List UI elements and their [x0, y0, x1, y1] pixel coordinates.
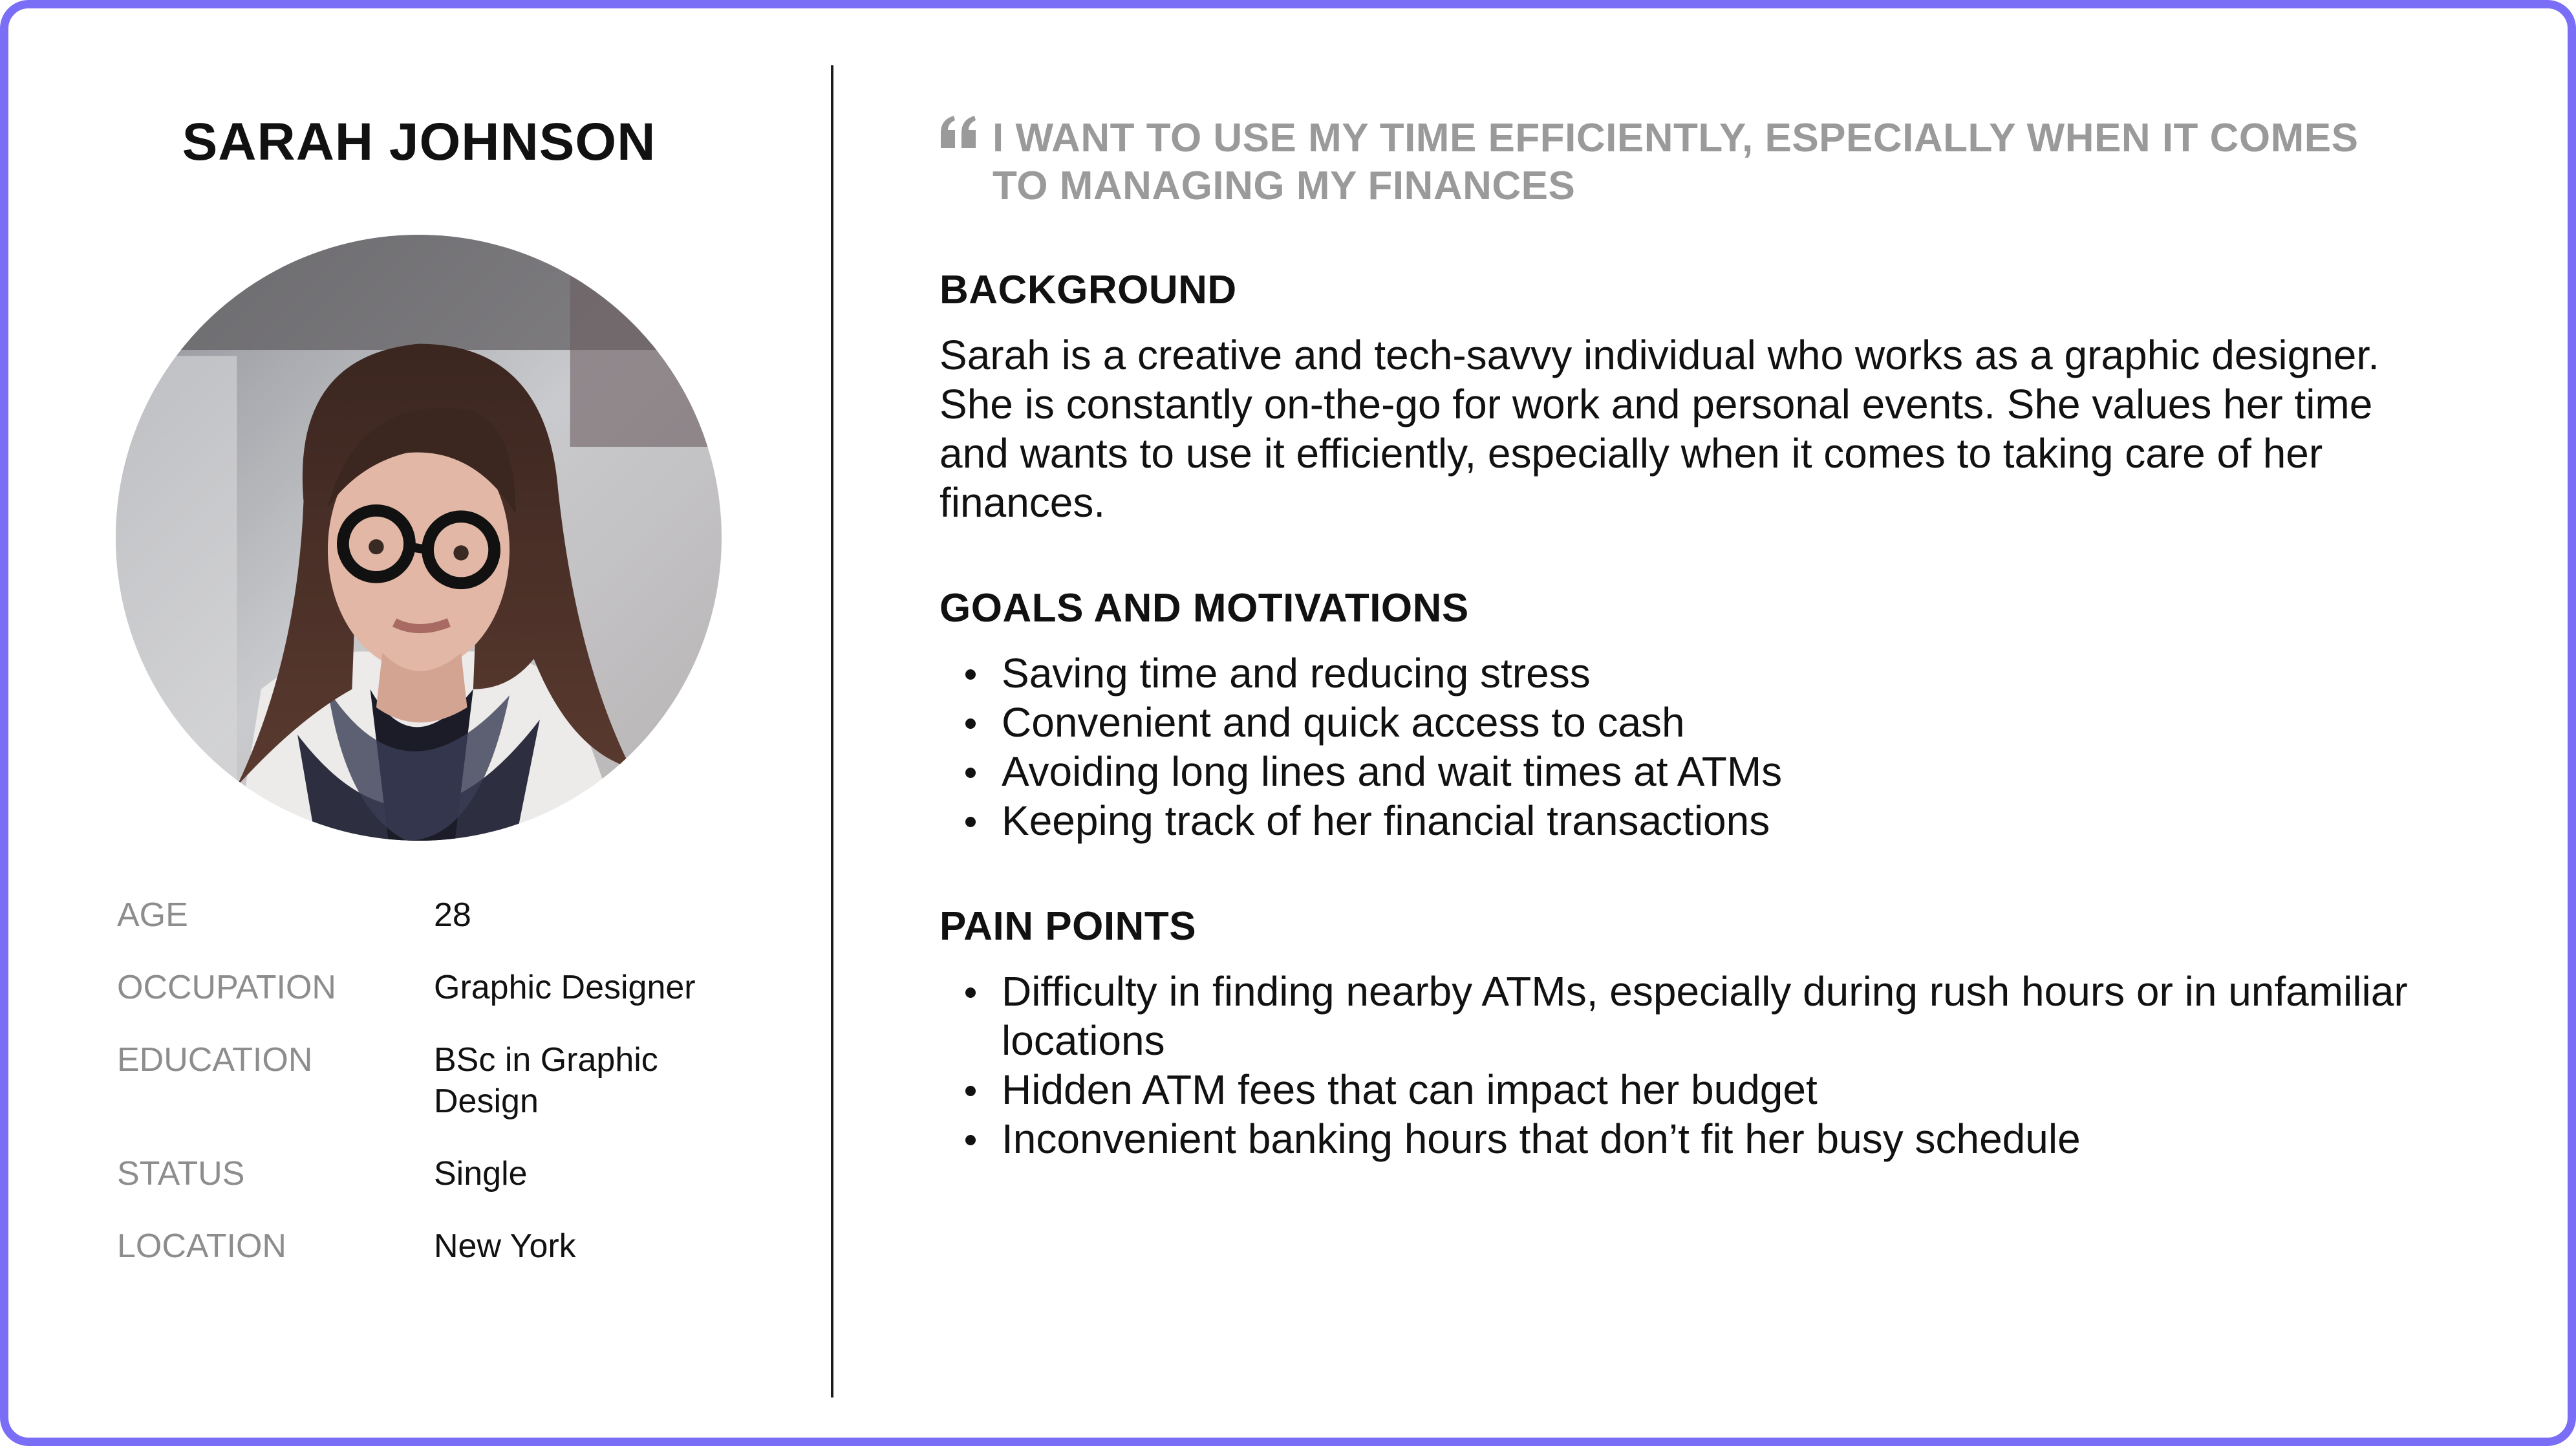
fact-value: Single: [434, 1155, 528, 1192]
persona-quote: I WANT TO USE MY TIME EFFICIENTLY, ESPECIALLY WHEN IT COMES TO MANAGING MY FINANCES: [993, 116, 2359, 208]
fact-label: LOCATION: [117, 1227, 286, 1265]
list-item: Hidden ATM fees that can impact her budget: [939, 1065, 2446, 1114]
pain-points-list: [939, 967, 2446, 1163]
list-item: Convenient and quick access to cash: [939, 698, 2446, 747]
list-item: Inconvenient banking hours that don’t fit her busy schedule: [939, 1114, 2446, 1163]
fact-value: BSc in Graphic Design: [434, 1041, 658, 1120]
persona-name: SARAH JOHNSON: [182, 113, 656, 171]
background-text: Sarah is a creative and tech-savvy individual who works as a graphic designer. She is constantly on-the-go for work and personal events. She values her time and wants to use it efficiently, especially when it comes to taking care of her finances.: [939, 332, 2379, 526]
fact-value: New York: [434, 1227, 576, 1265]
fact-location: [117, 1225, 802, 1298]
column-divider: [831, 65, 833, 1397]
fact-label: EDUCATION: [117, 1041, 313, 1079]
fact-label: OCCUPATION: [117, 969, 336, 1006]
fact-occupation: [117, 967, 802, 1039]
goals-list: [939, 649, 2446, 845]
fact-label: AGE: [117, 896, 188, 934]
portrait-photo: [116, 235, 722, 841]
background-heading: BACKGROUND: [939, 268, 1237, 312]
quote-icon: [939, 116, 977, 148]
fact-value: 28: [434, 896, 471, 934]
list-item: Keeping track of her financial transactions: [939, 796, 2446, 845]
persona-facts: [117, 894, 802, 1298]
fact-status: [117, 1153, 802, 1225]
fact-age: [117, 894, 802, 967]
pain-points-heading: PAIN POINTS: [939, 904, 1197, 949]
goals-heading: GOALS AND MOTIVATIONS: [939, 586, 1469, 631]
list-item: Difficulty in finding nearby ATMs, especially during rush hours or in unfamiliar locations: [939, 967, 2446, 1065]
fact-education: [117, 1039, 802, 1153]
list-item: Saving time and reducing stress: [939, 649, 2446, 698]
fact-label: STATUS: [117, 1155, 245, 1192]
list-item: Avoiding long lines and wait times at ATMs: [939, 747, 2446, 796]
fact-value: Graphic Designer: [434, 969, 696, 1006]
